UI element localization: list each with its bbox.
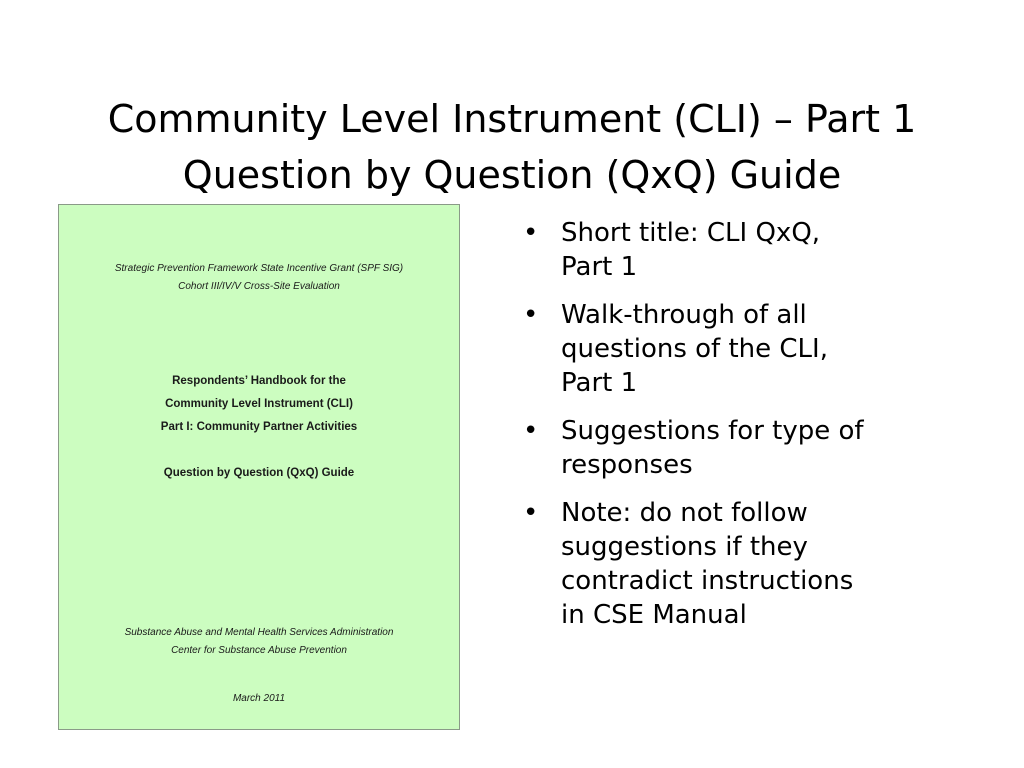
slide-title <box>40 91 984 203</box>
bullet-marker: • <box>523 218 539 248</box>
cover-guide-line: Question by Question (QxQ) Guide <box>163 467 355 479</box>
cover-header-line-2: Cohort III/IV/V Cross-Site Evaluation <box>178 281 340 292</box>
cover-agency-line-1: Substance Abuse and Mental Health Services Administration <box>124 627 394 638</box>
cover-agency-line-2: Center for Substance Abuse Prevention <box>171 645 347 656</box>
bullet-marker: • <box>523 416 539 446</box>
cover-title-line-2: Community Level Instrument (CLI) <box>165 398 353 410</box>
bullet-text: Short title: CLI QxQ, Part 1 <box>561 218 821 282</box>
slide-title-line-1: Community Level Instrument (CLI) – Part 1 <box>107 97 917 142</box>
bullet-marker: • <box>523 300 539 330</box>
bullet-item <box>523 496 943 632</box>
cover-title-line-3: Part I: Community Partner Activities <box>160 421 358 433</box>
cover-date: March 2011 <box>232 693 286 704</box>
slide-title-line-2: Question by Question (QxQ) Guide <box>182 153 842 198</box>
bullet-item <box>523 414 943 482</box>
cover-title-line-1: Respondents’ Handbook for the <box>172 375 346 387</box>
bullet-item <box>523 216 943 284</box>
bullet-text: Walk-through of all questions of the CLI, Part 1 <box>561 300 828 398</box>
bullet-marker: • <box>523 498 539 528</box>
handbook-cover-image <box>58 204 460 730</box>
bullet-list <box>523 216 943 646</box>
bullet-item <box>523 298 943 400</box>
cover-header-line-1: Strategic Prevention Framework State Incentive Grant (SPF SIG) <box>114 263 404 274</box>
bullet-text: Suggestions for type of responses <box>561 416 864 480</box>
bullet-text: Note: do not follow suggestions if they contradict instructions in CSE Manual <box>561 498 854 630</box>
